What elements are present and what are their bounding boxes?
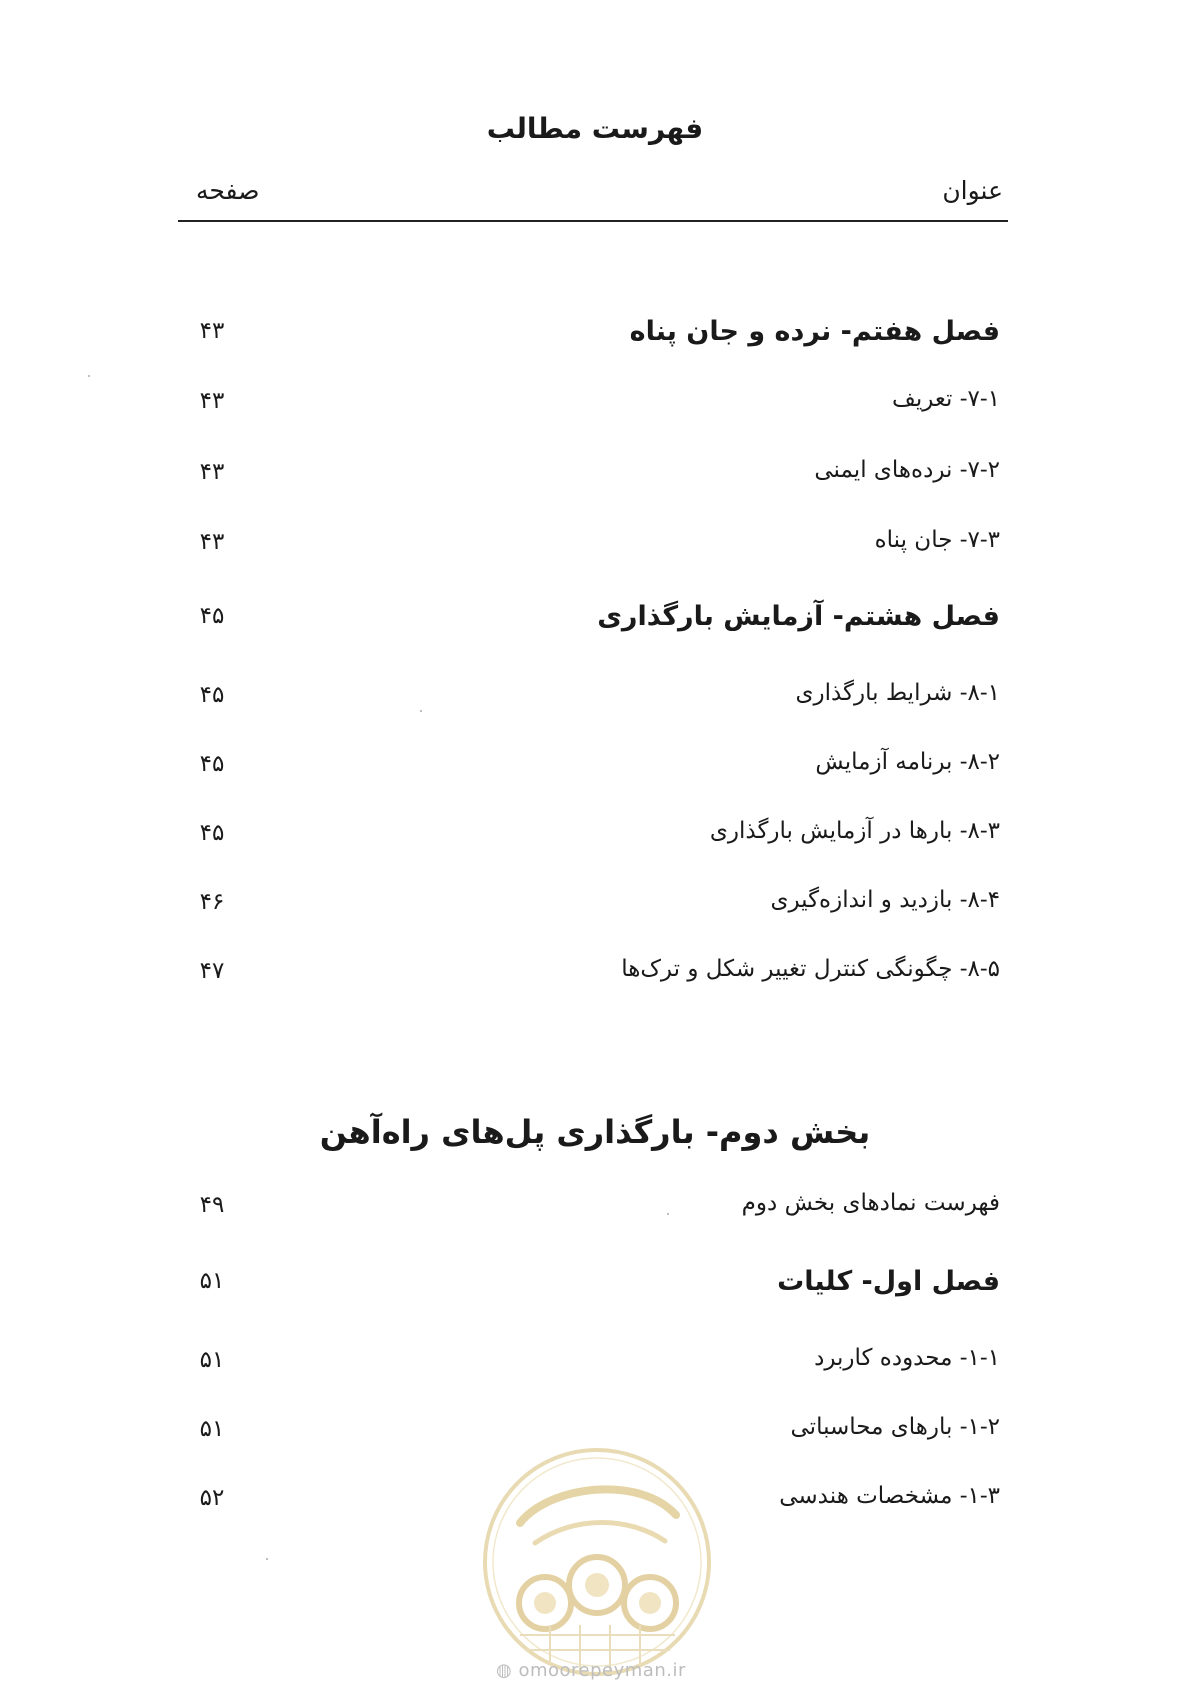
watermark-site — [496, 1660, 686, 1681]
header-rule — [178, 220, 1008, 222]
toc-page-number: ۴۵ — [199, 820, 225, 846]
watermark-site-label: omoorepeyman.ir — [518, 1660, 686, 1681]
toc-page-number: ۴۷ — [199, 958, 225, 984]
toc-entry-label: ۸-۳- بارها در آزمایش بارگذاری — [709, 818, 1000, 844]
toc-entry-label: ۱-۳- مشخصات هندسی — [779, 1483, 1000, 1509]
toc-entry-label: ۱-۱- محدوده کاربرد — [814, 1345, 1000, 1371]
toc-entry-label: فصل هفتم- نرده و جان پناه — [629, 316, 1000, 347]
toc-entry-label: ۷-۳- جان پناه — [874, 527, 1000, 553]
toc-section-row[interactable] — [0, 680, 1190, 724]
toc-entry-label: ۸-۱- شرایط بارگذاری — [795, 680, 1000, 706]
speck — [266, 1558, 268, 1560]
toc-section-row[interactable] — [0, 1345, 1190, 1389]
column-header-page: صفحه — [196, 176, 260, 205]
toc-chapter-row[interactable] — [0, 1266, 1190, 1310]
toc-chapter-row[interactable] — [0, 316, 1190, 360]
toc-entry-label: ۱-۲- بارهای محاسباتی — [790, 1414, 1000, 1440]
toc-page-number: ۴۵ — [199, 603, 225, 629]
toc-chapter-row[interactable] — [0, 601, 1190, 645]
toc-page-number: ۵۱ — [199, 1347, 225, 1373]
toc-page-number: ۴۵ — [199, 751, 225, 777]
toc-entry-label: ۷-۲- نرده‌های ایمنی — [814, 457, 1000, 483]
toc-page-number: ۴۳ — [199, 388, 225, 414]
toc-entry-label: ۸-۴- بازدید و اندازه‌گیری — [770, 887, 1000, 913]
toc-page-number: ۴۵ — [199, 682, 225, 708]
toc-entry-label: فهرست نمادهای بخش دوم — [741, 1190, 1000, 1216]
column-header-title: عنوان — [942, 176, 1003, 205]
toc-section-row[interactable] — [0, 386, 1190, 430]
speck — [420, 710, 422, 712]
toc-page-number: ۴۶ — [199, 889, 225, 915]
toc-page-number: ۴۳ — [199, 318, 225, 344]
toc-section-row[interactable] — [0, 457, 1190, 501]
toc-section-row[interactable] — [0, 887, 1190, 931]
speck — [88, 375, 90, 377]
speck — [667, 1213, 669, 1215]
toc-section-row[interactable] — [0, 749, 1190, 793]
toc-page-number: ۴۳ — [199, 529, 225, 555]
toc-page-number: ۴۹ — [199, 1192, 225, 1218]
toc-page-number: ۵۱ — [199, 1268, 225, 1294]
watermark-logo — [480, 1445, 715, 1680]
toc-page-number: ۴۳ — [199, 459, 225, 485]
toc-section-row[interactable] — [0, 1190, 1190, 1234]
part-title[interactable]: بخش دوم- بارگذاری پل‌های راه‌آهن — [319, 1113, 871, 1151]
toc-page-number: ۵۲ — [199, 1485, 225, 1511]
toc-section-row[interactable] — [0, 527, 1190, 571]
toc-section-row[interactable] — [0, 956, 1190, 1000]
toc-entry-label: فصل اول- کلیات — [777, 1266, 1000, 1297]
toc-entry-label: فصل هشتم- آزمایش بارگذاری — [597, 601, 1000, 632]
toc-entry-label: ۸-۲- برنامه آزمایش — [815, 749, 1000, 775]
toc-page-number: ۵۱ — [199, 1416, 225, 1442]
toc-entry-label: ۸-۵- چگونگی کنترل تغییر شکل و ترک‌ها — [621, 956, 1000, 982]
globe-icon: ◍ — [496, 1660, 513, 1681]
toc-title: فهرست مطالب — [486, 112, 704, 145]
toc-entry-label: ۷-۱- تعریف — [892, 386, 1000, 412]
toc-section-row[interactable] — [0, 818, 1190, 862]
